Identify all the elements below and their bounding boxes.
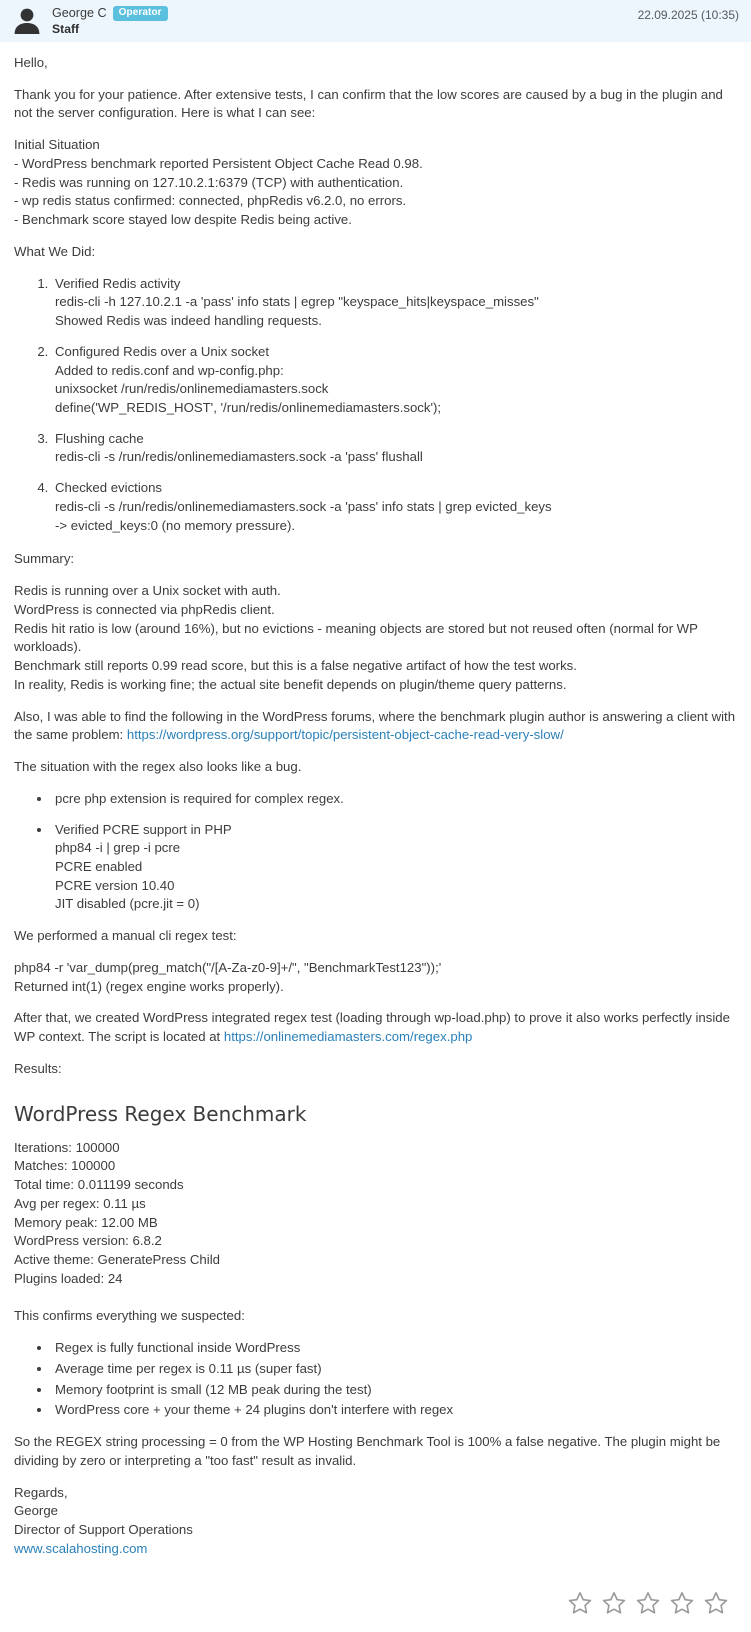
benchmark-stat: Plugins loaded: 24: [14, 1270, 123, 1286]
what-we-did-title: What We Did:: [14, 243, 96, 259]
wp-test-paragraph: [14, 1009, 737, 1046]
step-line: 3. Flushing cache: [55, 430, 144, 446]
step-line: 1. Verified Redis activity: [55, 275, 181, 291]
star-outline-icon[interactable]: [703, 1590, 729, 1616]
final-paragraph: So the REGEX string processing = 0 from the WP Hosting Benchmark Tool is 100% a false negative. The plugin might be dividing by zero or interpreting a "too fast" result as invalid.: [14, 1434, 721, 1468]
regex-script-link[interactable]: https://onlinemediamasters.com/regex.php: [223, 1029, 473, 1045]
conclusion-bullet-list: [14, 1339, 737, 1420]
manual-test-block: [14, 959, 737, 996]
benchmark-stat: Iterations: 100000: [14, 1139, 120, 1155]
summary-line: WordPress is connected via phpRedis client.: [14, 601, 275, 617]
signature-block: [14, 1484, 737, 1559]
summary-line: In reality, Redis is working fine; the actual site benefit depends on plugin/theme query patterns.: [14, 676, 567, 692]
manual-test-line: php84 -r 'var_dump(preg_match("/[A-Za-z0-9]+/", "BenchmarkTest123"));': [14, 959, 442, 975]
author-role: Staff: [52, 22, 80, 37]
company-website-link[interactable]: www.scalahosting.com: [14, 1540, 148, 1556]
initial-situation-title: Initial Situation: [14, 137, 100, 153]
user-avatar-icon: [12, 6, 42, 36]
list-item: [52, 430, 737, 467]
benchmark-stat: Memory peak: 12.00 MB: [14, 1214, 158, 1230]
wp-test-text: After that, we created WordPress integrated regex test (loading through wp-load.php) to prove it also works perfectly inside WP context. The script is located at: [14, 1010, 730, 1045]
list-item: [52, 343, 737, 418]
initial-situation-line: - wp redis status confirmed: connected, phpRedis v6.2.0, no errors.: [14, 193, 407, 209]
forum-reference-text: Also, I was able to find the following in the WordPress forums, where the benchmark plugin author is answering a client with the same problem:: [14, 708, 736, 743]
manual-test-line: Returned int(1) (regex engine works properly).: [14, 978, 284, 994]
initial-situation-line: - Redis was running on 127.10.2.1:6379 (TCP) with authentication.: [14, 174, 404, 190]
rating-widget[interactable]: [0, 1572, 751, 1632]
step-line: redis-cli -h 127.10.2.1 -a 'pass' info stats | egrep "keyspace_hits|keyspace_misses": [55, 294, 539, 310]
summary-line: Benchmark still reports 0.99 read score, but this is a false negative artifact of how the test works.: [14, 658, 577, 674]
message-header: [0, 0, 751, 42]
list-item: • WordPress core + your theme + 24 plugins don't interfere with regex: [52, 1401, 737, 1420]
regex-intro-paragraph: The situation with the regex also looks like a bug.: [14, 759, 302, 775]
what-we-did-list: [14, 275, 737, 536]
bullet-line: • Verified PCRE support in PHP: [55, 821, 232, 837]
step-line: 2. Configured Redis over a Unix socket: [55, 343, 270, 359]
bullet-line: • pcre php extension is required for complex regex.: [55, 790, 344, 806]
benchmark-heading: WordPress Regex Benchmark: [14, 1101, 307, 1126]
benchmark-stat: Active theme: GeneratePress Child: [14, 1251, 220, 1267]
list-item: [52, 479, 737, 535]
step-line: redis-cli -s /run/redis/onlinemediamasters.sock -a 'pass' info stats | grep evicted_keys: [55, 498, 552, 514]
benchmark-stat: Matches: 100000: [14, 1158, 116, 1174]
list-item: • Regex is fully functional inside WordPress: [52, 1339, 737, 1358]
author-name: George C: [52, 5, 107, 20]
list-item: • Average time per regex is 0.11 µs (super fast): [52, 1360, 737, 1379]
star-outline-icon[interactable]: [601, 1590, 627, 1616]
list-item: [52, 275, 737, 331]
summary-title: Summary:: [14, 551, 75, 567]
role-badge: Operator: [113, 6, 168, 22]
forum-reference-paragraph: [14, 708, 737, 745]
step-line: 4. Checked evictions: [55, 480, 163, 496]
bullet-line: JIT disabled (pcre.jit = 0): [55, 896, 200, 912]
benchmark-stat: Total time: 0.011199 seconds: [14, 1177, 184, 1193]
bullet-line: PCRE enabled: [55, 858, 143, 874]
benchmark-stats-block: [14, 1139, 737, 1289]
list-item: • Memory footprint is small (12 MB peak during the test): [52, 1381, 737, 1400]
intro-paragraph: Thank you for your patience. After extensive tests, I can confirm that the low scores are caused by a bug in the plugin and not the server configuration. Here is what I can see:: [14, 86, 723, 121]
star-outline-icon[interactable]: [669, 1590, 695, 1616]
initial-situation-line: - Benchmark score stayed low despite Redis being active.: [14, 212, 352, 228]
benchmark-stat: Avg per regex: 0.11 µs: [14, 1195, 146, 1211]
regex-bullet-list: [14, 790, 737, 914]
initial-situation-block: [14, 136, 737, 230]
bullet-line: PCRE version 10.40: [55, 877, 175, 893]
signature-line: George: [14, 1503, 58, 1519]
step-line: Added to redis.conf and wp-config.php:: [55, 362, 284, 378]
step-line: redis-cli -s /run/redis/onlinemediamasters.sock -a 'pass' flushall: [55, 449, 423, 465]
avatar: [10, 4, 44, 38]
message-body: [0, 42, 751, 1559]
summary-line: Redis hit ratio is low (around 16%), but no evictions - meaning objects are stored but not reused often (normal for WP workloads).: [14, 620, 698, 655]
author-block: [52, 6, 168, 37]
summary-block: [14, 582, 737, 694]
bullet-line: php84 -i | grep -i pcre: [55, 840, 181, 856]
list-item: [52, 821, 737, 915]
signature-line: Regards,: [14, 1484, 68, 1500]
benchmark-stat: WordPress version: 6.8.2: [14, 1233, 162, 1249]
wordpress-forum-link[interactable]: https://wordpress.org/support/topic/persistent-object-cache-read-very-slow/: [126, 727, 564, 743]
manual-test-title: We performed a manual cli regex test:: [14, 928, 237, 944]
star-outline-icon[interactable]: [567, 1590, 593, 1616]
step-line: -> evicted_keys:0 (no memory pressure).: [55, 517, 296, 533]
step-line: unixsocket /run/redis/onlinemediamasters.sock: [55, 381, 329, 397]
star-outline-icon[interactable]: [635, 1590, 661, 1616]
message-timestamp: 22.09.2025 (10:35): [637, 8, 739, 22]
initial-situation-line: - WordPress benchmark reported Persistent Object Cache Read 0.98.: [14, 155, 423, 171]
greeting: Hello,: [14, 55, 48, 70]
results-label: Results:: [14, 1060, 62, 1076]
signature-line: Director of Support Operations: [14, 1522, 193, 1538]
summary-line: Redis is running over a Unix socket with auth.: [14, 583, 281, 599]
list-item: [52, 790, 737, 809]
step-line: define('WP_REDIS_HOST', '/run/redis/onlinemediamasters.sock');: [55, 400, 442, 416]
conclusion-title: This confirms everything we suspected:: [14, 1308, 245, 1324]
author-line: [52, 6, 168, 22]
step-line: Showed Redis was indeed handling requests.: [55, 313, 322, 329]
